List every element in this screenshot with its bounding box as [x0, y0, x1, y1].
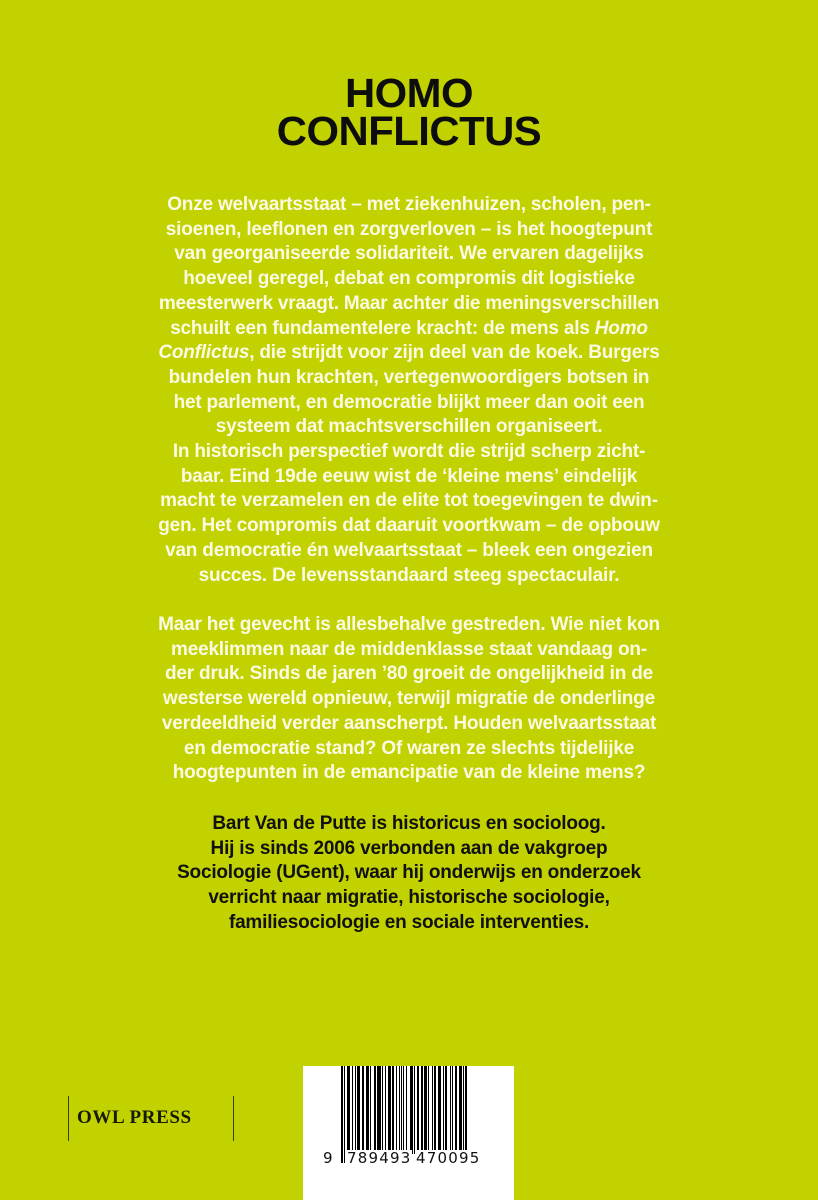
blurb-line: Maar het gevecht is allesbehalve gestreden. Wie niet kon: [158, 614, 660, 635]
isbn-barcode: [303, 1066, 514, 1200]
blurb-line: systeem dat machtsverschillen organiseert.: [215, 416, 603, 438]
logo-right-rule: [233, 1096, 234, 1141]
blurb-line: In historisch perspectief wordt die strijd scherp zicht-: [172, 441, 646, 463]
blurb-line: meeklimmen naar de middenklasse staat vandaag on-: [171, 638, 647, 660]
blurb-line: van georganiseerde solidariteit. We ervaren dagelijks: [174, 243, 644, 265]
blurb-italic-term: Conflictus: [158, 342, 250, 364]
blurb-italic-term: Homo: [594, 317, 648, 339]
blurb-line: gen. Het compromis dat daaruit voortkwam – de opbouw: [158, 515, 660, 537]
blurb-line: sioenen, leeflonen en zorgverloven – is het hoogtepunt: [165, 218, 653, 240]
blurb-text: schuilt een fundamentelere kracht: de mens als: [170, 317, 595, 339]
blurb-line: en democratie stand? Of waren ze slechts tijdelijke: [183, 737, 635, 759]
author-bio: [100, 812, 718, 936]
publisher-name: OWL PRESS: [77, 1107, 192, 1128]
blurb-line: hoogtepunten in de emancipatie van de kleine mens?: [172, 762, 646, 784]
publisher-logo: [68, 1096, 234, 1141]
bio-line: Hij is sinds 2006 verbonden aan de vakgroep: [210, 837, 608, 859]
blurb-line: het parlement, en democratie blijkt meer dan ooit een: [173, 391, 645, 413]
title-line-homo: HOMO: [344, 70, 474, 116]
blurb-line: [100, 317, 718, 342]
blurb-line: bundelen hun krachten, vertegenwoordigers botsen in: [168, 366, 650, 388]
blurb-line: [100, 341, 718, 366]
blurb-line: westerse wereld opnieuw, terwijl migratie de onderlinge: [163, 688, 655, 710]
bio-line: Sociologie (UGent), waar hij onderwijs en onderzoek: [177, 862, 641, 884]
isbn-digit-group-1: 789493: [347, 1149, 412, 1167]
bio-line: verricht naar migratie, historische sociologie,: [208, 887, 610, 909]
blurb-line: baar. Eind 19de eeuw wist de ‘kleine mens’ eindelijk: [180, 465, 638, 487]
blurb-line: macht te verzamelen en de elite tot toegevingen te dwin-: [160, 490, 658, 512]
title-line-conflictus: CONFLICTUS: [276, 108, 542, 154]
blurb-paragraph-2: [100, 613, 718, 786]
blurb-line: succes. De levensstandaard steeg spectaculair.: [198, 564, 620, 586]
blurb-line: der druk. Sinds de jaren ’80 groeit de ongelijkheid in de: [165, 663, 653, 685]
blurb-line: Onze welvaartsstaat – met ziekenhuizen, scholen, pen-: [167, 194, 651, 215]
bio-line: Bart Van de Putte is historicus en socioloog.: [212, 813, 606, 834]
blurb-line: meesterwerk vraagt. Maar achter die meningsverschillen: [158, 292, 660, 314]
book-title: [0, 70, 818, 154]
isbn-digit-group-2: 470095: [416, 1149, 481, 1167]
isbn-first-digit: 9: [323, 1149, 334, 1167]
blurb-text: , die strijdt voor zijn deel van de koek. Burgers: [249, 342, 660, 364]
blurb-line: verdeeldheid verder aanscherpt. Houden welvaartsstaat: [161, 712, 657, 734]
bio-line: familiesociologie en sociale interventies.: [228, 911, 590, 933]
logo-left-rule: [68, 1096, 69, 1141]
blurb-line: van democratie én welvaartsstaat – bleek een ongezien: [165, 539, 653, 561]
blurb-paragraph-1: [100, 193, 718, 588]
blurb-line: hoeveel geregel, debat en compromis dit logistieke: [183, 268, 635, 290]
